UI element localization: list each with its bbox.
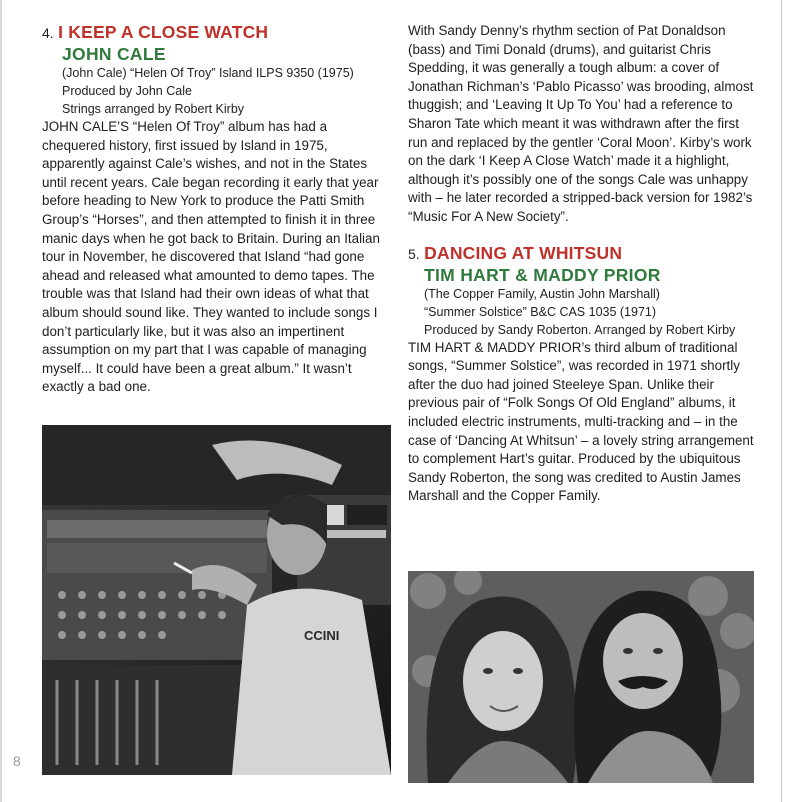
john-cale-studio-photo [42, 425, 391, 775]
section-4-heading [42, 22, 390, 44]
page-left-edge [0, 0, 2, 802]
section-4-artist: JOHN CALE [62, 44, 166, 64]
section-5-artist: TIM HART & MADDY PRIOR [424, 264, 661, 285]
tim-hart-maddy-prior-photo [408, 571, 754, 783]
section-4-body-right: With Sandy Denny’s rhythm section of Pat Donaldson (bass) and Timi Donald (drums), and guitarist Chris Spedding, it was generally a tough album: a cover of Jonathan Richman’s ‘Pablo Picasso’ was brooding, almost thuggish; and ‘Leaving It Up To You’ had a reference to Sharon Tate which meant it was withdrawn after the first run and replaced by the gentler ‘Coral Moon’. Kirby’s work on the dark ‘I Keep A Close Watch’ made it a highlight, although it’s possibly one of the songs Cale was unhappy with – he later recorded a stripped-back version for 1982’s “Music For A New Society”. [408, 23, 754, 224]
page-number: 8 [13, 753, 21, 769]
section-4-credit-line: Strings arranged by Robert Kirby [62, 102, 245, 116]
section-4-number: 4. [42, 25, 54, 41]
section-5-credit-line: “Summer Solstice” B&C CAS 1035 (1971) [424, 304, 657, 319]
section-5-title: DANCING AT WHITSUN [424, 242, 623, 263]
section-5-heading [408, 243, 754, 265]
section-5-number: 5. [408, 245, 420, 262]
section-5-body: TIM HART & MADDY PRIOR’s third album of traditional songs, “Summer Solstice”, was recorded in 1971 shortly after the duo had joined Steeleye Span. Unlike their previous pair of “Folk Songs Of Old England” albums, it included electric instruments, multi-tracking and – in the case of ‘Dancing At Whitsun’ – a lovely string arrangement to complement Hart’s guitar. Produced by the ubiquitous Sandy Roberton, the song was credited to Austin James Marshall and the Copper Family. [408, 339, 754, 504]
section-5-credit-line: Produced by Sandy Roberton. Arranged by Robert Kirby [424, 322, 736, 337]
left-column [42, 22, 390, 397]
section-4-title: I KEEP A CLOSE WATCH [58, 22, 269, 42]
page-fold-line [781, 0, 782, 802]
section-4-credit-line: (John Cale) “Helen Of Troy” Island ILPS 9350 (1975) [62, 66, 354, 80]
section-5-credit-line: (The Copper Family, Austin John Marshall) [424, 286, 660, 301]
tshirt-text: CCINI [304, 628, 340, 643]
right-column [408, 22, 754, 506]
section-4-body-left: JOHN CALE’S “Helen Of Troy” album has had a chequered history, first issued by Island in 1975, apparently against Cale’s wishes, and not in the States until recent years. Cale began recording it early that year before heading to New York to produce the Patti Smith Group’s “Horses”, and then attempted to finish it in three manic days when he got back to Britain. During an Italian tour in November, he discovered that Island “had gone ahead and released what amounted to demo tapes. The trouble was that Island had their own ideas of what that album should sound like. They wanted to include songs I don’t particularly like, but it was also an impertinent assumption on my part that I was capable of managing myself... It could have been a great album.” It wasn’t exactly a bad one. [42, 119, 380, 395]
section-4-credit-line: Produced by John Cale [62, 84, 192, 98]
